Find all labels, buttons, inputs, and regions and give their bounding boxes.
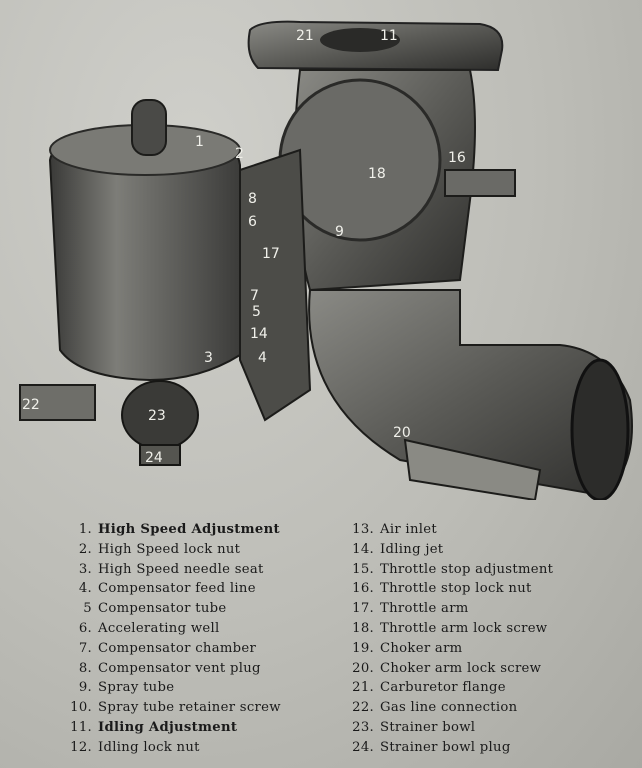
legend-item-text: Strainer bowl plug: [380, 739, 511, 755]
legend-item-number: 20.: [352, 660, 374, 676]
legend-item: [58, 678, 338, 698]
throttle-housing: [280, 80, 440, 240]
legend-item-text: Air inlet: [380, 522, 437, 537]
legend-item: [58, 540, 338, 560]
svg-text:5: 5: [252, 304, 261, 320]
legend-item-text: Compensator vent plug: [98, 660, 261, 676]
legend-item-number: 4.: [78, 581, 92, 597]
legend-left-column: [58, 520, 338, 758]
svg-text:1: 1: [195, 134, 204, 150]
legend-right-column: [340, 520, 640, 758]
svg-text:16: 16: [448, 150, 466, 166]
legend-item: [58, 560, 338, 580]
legend-item-text: Compensator tube: [98, 601, 227, 617]
legend-item-number: 22.: [352, 700, 374, 716]
legend-item-number: 19.: [352, 640, 374, 656]
legend-item-text: Idling lock nut: [98, 739, 200, 755]
legend-item-text: Spray tube retainer screw: [98, 700, 281, 716]
legend-item-text: Idling jet: [380, 541, 444, 557]
parts-legend: [0, 520, 642, 768]
svg-text:11: 11: [380, 28, 398, 44]
legend-item-number: 1.: [78, 522, 92, 537]
legend-item: [340, 698, 640, 718]
svg-text:3: 3: [204, 350, 213, 366]
legend-item-text: High Speed lock nut: [98, 541, 241, 557]
legend-item: [340, 520, 640, 540]
legend-item-number: 11.: [70, 719, 92, 735]
svg-text:24: 24: [145, 450, 163, 466]
legend-item-number: 9.: [78, 680, 92, 696]
legend-item-number: 5: [83, 601, 92, 617]
legend-item-text: Strainer bowl: [380, 719, 476, 735]
legend-item-text: Throttle arm lock screw: [380, 620, 548, 636]
legend-item: [340, 718, 640, 738]
legend-item: [340, 639, 640, 659]
svg-text:7: 7: [250, 288, 259, 304]
legend-item-number: 10.: [70, 700, 92, 716]
legend-item-text: Choker arm lock screw: [380, 660, 542, 676]
legend-item: [58, 579, 338, 599]
legend-item: [340, 738, 640, 758]
legend-item-text: High Speed needle seat: [98, 561, 264, 577]
svg-text:21: 21: [296, 28, 314, 44]
legend-item: [340, 659, 640, 679]
legend-item: [340, 579, 640, 599]
svg-text:4: 4: [258, 350, 267, 366]
legend-item: [340, 678, 640, 698]
legend-item: [58, 639, 338, 659]
legend-item: [58, 520, 338, 540]
legend-item: [340, 599, 640, 619]
svg-text:6: 6: [248, 214, 257, 230]
svg-text:17: 17: [262, 246, 280, 262]
legend-item-number: 24.: [352, 739, 374, 755]
legend-item-text: Throttle stop lock nut: [380, 581, 532, 597]
legend-item: [58, 619, 338, 639]
legend-item: [58, 599, 338, 619]
legend-item-text: Compensator chamber: [98, 640, 257, 656]
legend-item-text: Carburetor flange: [380, 680, 506, 696]
legend-item: [340, 540, 640, 560]
svg-text:22: 22: [22, 397, 40, 413]
legend-item-text: Idling Adjustment: [98, 719, 238, 735]
legend-item-text: Throttle stop adjustment: [380, 561, 554, 577]
legend-item: [340, 619, 640, 639]
svg-text:18: 18: [368, 166, 386, 182]
legend-item-number: 14.: [352, 541, 374, 557]
legend-item-number: 16.: [352, 581, 374, 597]
legend-item-number: 15.: [352, 561, 374, 577]
legend-item-number: 6.: [78, 620, 92, 636]
legend-item-text: Choker arm: [380, 640, 463, 656]
svg-text:23: 23: [148, 408, 166, 424]
legend-item-text: Throttle arm: [380, 601, 469, 617]
legend-item-text: High Speed Adjustment: [98, 522, 280, 537]
legend-item: [340, 560, 640, 580]
legend-item-text: Spray tube: [98, 680, 175, 696]
legend-item-number: 3.: [78, 561, 92, 577]
legend-item-number: 21.: [352, 680, 374, 696]
legend-item-number: 17.: [352, 601, 374, 617]
legend-item-number: 7.: [78, 640, 92, 656]
legend-item-number: 23.: [352, 719, 374, 735]
svg-text:2: 2: [235, 146, 244, 162]
svg-text:8: 8: [248, 191, 257, 207]
svg-text:14: 14: [250, 326, 268, 342]
svg-text:20: 20: [393, 425, 411, 441]
legend-item: [58, 698, 338, 718]
legend-item-number: 8.: [78, 660, 92, 676]
svg-text:9: 9: [335, 224, 344, 240]
legend-item-text: Gas line connection: [380, 700, 518, 716]
legend-item-text: Compensator feed line: [98, 581, 256, 597]
legend-item-number: 13.: [352, 522, 374, 537]
legend-item-number: 18.: [352, 620, 374, 636]
legend-item-text: Accelerating well: [98, 620, 220, 636]
legend-item: [58, 738, 338, 758]
legend-item-number: 2.: [78, 541, 92, 557]
legend-item: [58, 659, 338, 679]
legend-item: [58, 718, 338, 738]
legend-item-number: 12.: [70, 739, 92, 755]
